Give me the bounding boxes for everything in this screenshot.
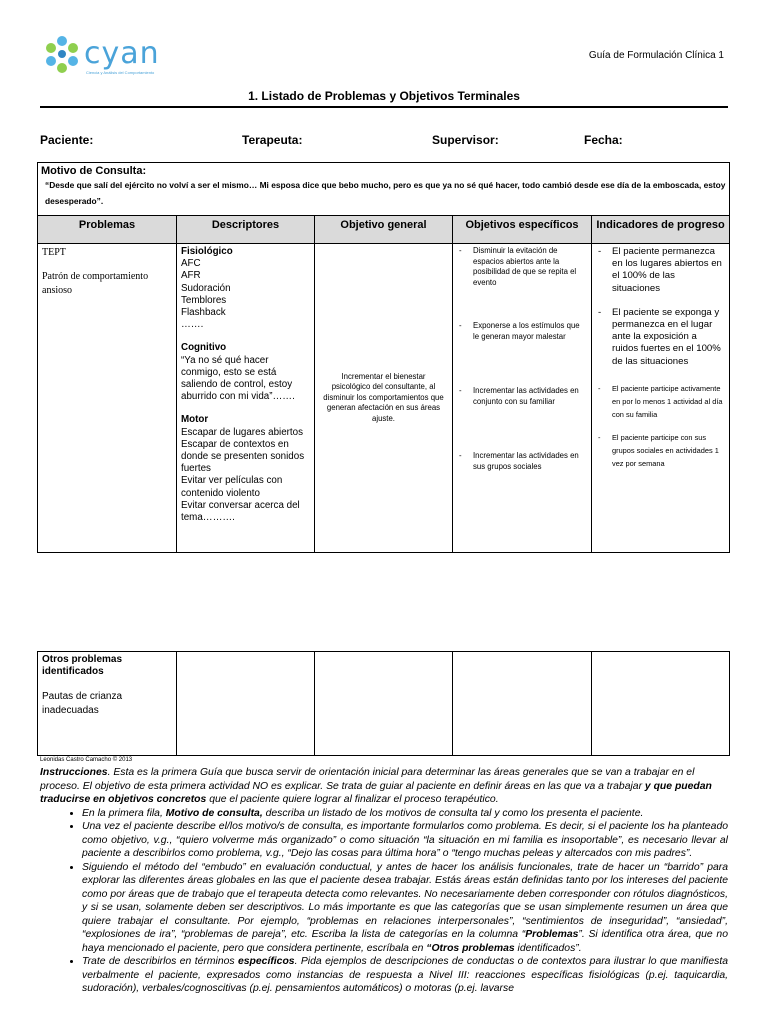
instructions-text: describa un listado de los motivos de consulta tal y como los presenta el paciente. bbox=[262, 807, 644, 819]
empty-cell bbox=[315, 652, 453, 756]
instructions-text: Siguiendo el método del “embudo” en evaluación conductual, y antes de hacer los análisis funcionales, trate de hacer un “barrido” para explorar las diferentes áreas globales en las que el paciente desea trabajar. Estás áreas están definidas tanto por los intereses del paciente como por áreas que de trabajo que el terapeuta detecta como relevantes. No necesariamente deben corresponder con rótulos diagnósticos, y si se usan, solamente deben ser descriptivos. Lo más importante es que las categorías que se usan simplemente resumen un área que quiere trabajar el consultante. Por ejemplo, “problemas en relaciones interpersonales”, “sentimientos de inseguridad”, “ansiedad”, “explosiones de ira”, “problemas de pareja”, etc. Escriba la lista de categorías en la columna “ bbox=[82, 861, 728, 940]
instruction-item bbox=[82, 861, 728, 956]
specific-objective-item: - Disminuir la evitación de espacios abiertos ante la posibilidad de que se repita el evento bbox=[457, 246, 587, 288]
other-problems-table bbox=[37, 651, 730, 756]
instructions-emphasis: Motivo de consulta, bbox=[165, 807, 263, 819]
motivo-title: Motivo de Consulta: bbox=[41, 165, 147, 177]
logo-subtitle: Ciencia y Análisis del Comportamiento bbox=[86, 70, 155, 75]
instructions-list bbox=[40, 807, 728, 996]
indicator-item: - El paciente participe con sus grupos sociales en actividades 1 vez por semana bbox=[596, 431, 725, 470]
instructions-text: ”. Si identifica otra área, que no haya mencionado el paciente, pero que considera pertinente, escríbala en bbox=[82, 929, 728, 954]
instructions-emphasis: y que puedan traducirse en objetivos concretos bbox=[40, 780, 712, 805]
indicator-item: - El paciente se exponga y permanezca en el lugar ante la exposición a ruidos fuertes en el 100% de las situaciones bbox=[596, 307, 725, 368]
empty-cell bbox=[177, 652, 315, 756]
col-header-indicadores: Indicadores de progreso bbox=[592, 216, 730, 244]
descriptor-item: Evitar conversar acerca del tema………. bbox=[181, 499, 300, 524]
descriptor-item: Evitar ver películas con contenido violento bbox=[181, 475, 283, 499]
paciente-label: Paciente: bbox=[40, 133, 94, 147]
descriptor-item: Escapar de lugares abiertos bbox=[181, 426, 303, 438]
terapeuta-label: Terapeuta: bbox=[242, 133, 303, 147]
col-header-descriptores: Descriptores bbox=[177, 216, 315, 244]
instructions-label: Instrucciones bbox=[40, 767, 108, 778]
specific-objectives-cell bbox=[453, 244, 592, 553]
instructions-block bbox=[40, 766, 728, 996]
logo-flower-icon bbox=[40, 32, 84, 78]
col-header-problemas: Problemas bbox=[38, 216, 177, 244]
other-problems-title: Otros problemas identificados bbox=[42, 654, 123, 677]
instructions-text: que el paciente quiere lograr al finalizar el proceso terapéutico. bbox=[206, 794, 499, 805]
motivo-cell bbox=[38, 163, 730, 216]
content-row bbox=[38, 244, 730, 553]
col-header-objetivo-general: Objetivo general bbox=[315, 216, 453, 244]
brand-logo bbox=[40, 32, 160, 78]
supervisor-label: Supervisor: bbox=[432, 133, 499, 147]
problem-item: TEPT bbox=[42, 247, 66, 258]
descriptor-item: Sudoración bbox=[181, 282, 231, 294]
col-header-objetivos-especificos: Objetivos específicos bbox=[453, 216, 592, 244]
header-row bbox=[38, 216, 730, 244]
instruction-item bbox=[82, 807, 728, 821]
descriptor-item: Temblores bbox=[181, 294, 227, 306]
general-objective-text: Incrementar el bienestar psicológico del consultante, al disminuir los comportamientos que generan afectación en sus áreas ajuste. bbox=[323, 371, 444, 423]
instruction-item bbox=[82, 955, 728, 996]
section-title: 1. Listado de Problemas y Objetivos Terminales bbox=[248, 89, 520, 103]
instructions-emphasis: “Otros problemas bbox=[426, 942, 515, 954]
descriptors-cell bbox=[177, 244, 315, 553]
general-objective-cell bbox=[315, 244, 453, 553]
indicators-cell bbox=[592, 244, 730, 553]
fecha-label: Fecha: bbox=[584, 133, 623, 147]
instructions-text: Trate de describirlos en términos bbox=[82, 956, 238, 967]
instructions-text: En la primera fila, bbox=[82, 807, 166, 819]
empty-cell bbox=[453, 652, 592, 756]
motivo-row bbox=[38, 163, 730, 216]
other-problems-cell bbox=[38, 652, 177, 756]
problems-table bbox=[37, 162, 730, 553]
descriptor-item: Flashback bbox=[181, 307, 226, 319]
indicator-item: - El paciente permanezca en los lugares abiertos en el 100% de las situaciones bbox=[596, 246, 725, 295]
specific-objective-item: - Incrementar las actividades en conjunto con su familiar bbox=[457, 386, 587, 407]
specific-objective-item: - Incrementar las actividades en sus grupos sociales bbox=[457, 451, 587, 472]
specific-objective-item: - Exponerse a los estímulos que le generan mayor malestar bbox=[457, 321, 587, 342]
instructions-emphasis: específicos bbox=[237, 956, 295, 967]
descriptor-item: AFR bbox=[181, 270, 201, 282]
indicator-item: - El paciente participe activamente en por lo menos 1 actividad al día con su familia bbox=[596, 382, 725, 421]
descriptor-item: ……. bbox=[181, 319, 204, 331]
descriptor-item: AFC bbox=[181, 258, 201, 270]
other-problem-item: Pautas de crianza inadecuadas bbox=[42, 691, 123, 716]
descriptor-heading: Cognitivo bbox=[181, 342, 227, 354]
instruction-item: • Una vez el paciente describe el/los motivo/s de consulta, es importante formularlos como problema. Es decir, si el paciente los ha planteado como objetivo, v.g., “quiero volverme más organizado” o como situación “la situación en mi familia es insoportable”, es necesario llevar al paciente a describirlos como problema, v.g., “Dejo las cosas para última hora” o “tengo muchas peleas y altercados con mis padres”. bbox=[82, 820, 728, 861]
title-divider bbox=[40, 106, 728, 108]
instructions-text: . Esta es la primera Guía que busca servir de orientación inicial para determinar las áreas generales que se van a trabajar en el proceso. El objetivo de esta primera actividad NO es explicar. Se trata de guiar al paciente en definir áreas en las que va a trabajar bbox=[40, 767, 695, 792]
author-credit: Leonidas Castro Camacho © 2013 bbox=[40, 757, 133, 763]
instructions-intro bbox=[40, 766, 728, 807]
instructions-text: identificados”. bbox=[514, 942, 582, 954]
instructions-emphasis: Problemas bbox=[525, 929, 579, 940]
problems-cell bbox=[38, 244, 177, 553]
empty-cell bbox=[592, 652, 730, 756]
logo-wordmark: cyan bbox=[84, 36, 160, 71]
other-problems-row bbox=[38, 652, 730, 756]
instructions-text: . Pida ejemplos de descripciones de conductas o de contextos para ilustrar lo que manifiesta verbalmente el paciente, expresados como instancias de respuesta a Nivel III: reacciones específicas fisiológicas (p.ej. taquicardia, sudoración), verbales/cognoscitivas (p.ej. pensamientos automáticos) o motoras (p.ej. lavarse bbox=[82, 956, 729, 994]
descriptor-item: “Ya no sé qué hacer conmigo, esto se está saliendo de control, estoy aburrido con mi vida”……. bbox=[181, 354, 295, 403]
descriptor-heading: Fisiológico bbox=[181, 246, 233, 257]
document-title: Guía de Formulación Clínica 1 bbox=[588, 50, 724, 61]
descriptor-item: Escapar de contextos en donde se presenten sonidos fuertes bbox=[181, 438, 305, 475]
descriptor-heading: Motor bbox=[181, 414, 209, 426]
motivo-text: “Desde que salí del ejército no volví a ser el mismo… Mi esposa dice que bebo mucho, pero es que ya no sé qué hacer, todo cambió desde ese día de la emboscada, estoy desesperado”. bbox=[45, 180, 726, 206]
problem-item: Patrón de comportamiento ansioso bbox=[42, 271, 149, 296]
